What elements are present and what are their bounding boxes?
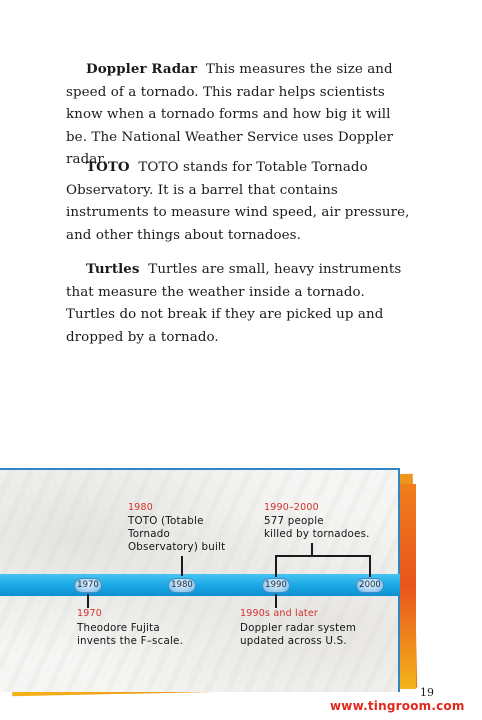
event-line: Doppler radar system <box>240 622 357 634</box>
event-text-tornado-deaths <box>264 515 370 541</box>
event-line: killed by tornadoes. <box>264 528 370 540</box>
event-text-fujita <box>77 622 183 648</box>
event-text-toto <box>128 515 225 554</box>
timeline-bar <box>0 574 400 596</box>
year-marker-2000: 2000 <box>356 578 384 593</box>
paragraph-text: Turtles are small, heavy instruments that measure the weather inside a tornado. Turtles do not break if they are picked up and dropped by a tornado. <box>66 262 402 345</box>
term-doppler-radar: Doppler Radar <box>86 61 198 77</box>
tick-1990-top <box>275 555 277 577</box>
year-marker-1990: 1990 <box>262 578 290 593</box>
event-line: Tornado <box>128 528 170 540</box>
tick-1980 <box>181 556 183 576</box>
event-line: invents the F–scale. <box>77 635 184 647</box>
event-line: updated across U.S. <box>240 635 347 647</box>
event-line: TOTO (Totable <box>128 515 204 527</box>
paragraph-doppler-radar <box>66 58 414 172</box>
term-turtles: Turtles <box>86 261 140 277</box>
year-marker-1980: 1980 <box>168 578 196 593</box>
tick-1990-bottom <box>275 594 277 608</box>
page-number: 19 <box>420 686 434 699</box>
paragraph-text: TOTO stands for Totable Tornado Observatory. It is a barrel that contains instruments to measure wind speed, air pressure, and other things about tornadoes. <box>66 160 410 243</box>
paragraph-turtles <box>66 258 414 349</box>
event-line: Observatory) built <box>128 541 226 553</box>
event-year-1970: 1970 <box>77 608 102 619</box>
year-marker-1970: 1970 <box>74 578 102 593</box>
term-toto: TOTO <box>86 159 130 175</box>
bracket-span-1990-2000 <box>275 555 371 557</box>
event-text-doppler-update <box>240 622 356 648</box>
event-year-1990s: 1990s and later <box>240 608 318 619</box>
event-line: 577 people <box>264 515 324 527</box>
event-line: Theodore Fujita <box>77 622 160 634</box>
watermark: www.tingroom.com <box>330 699 465 713</box>
tick-2000-top <box>369 555 371 577</box>
paragraph-toto <box>66 156 414 247</box>
event-year-1980: 1980 <box>128 502 153 513</box>
timeline-backdrop-edge <box>400 484 416 689</box>
event-year-1990-2000: 1990–2000 <box>264 502 319 513</box>
paragraph-text: This measures the size and speed of a tornado. This radar helps scientists know when a tornado forms and how big it will be. The National Weather Service uses Doppler radar. <box>66 62 394 168</box>
tick-1970 <box>87 594 89 608</box>
